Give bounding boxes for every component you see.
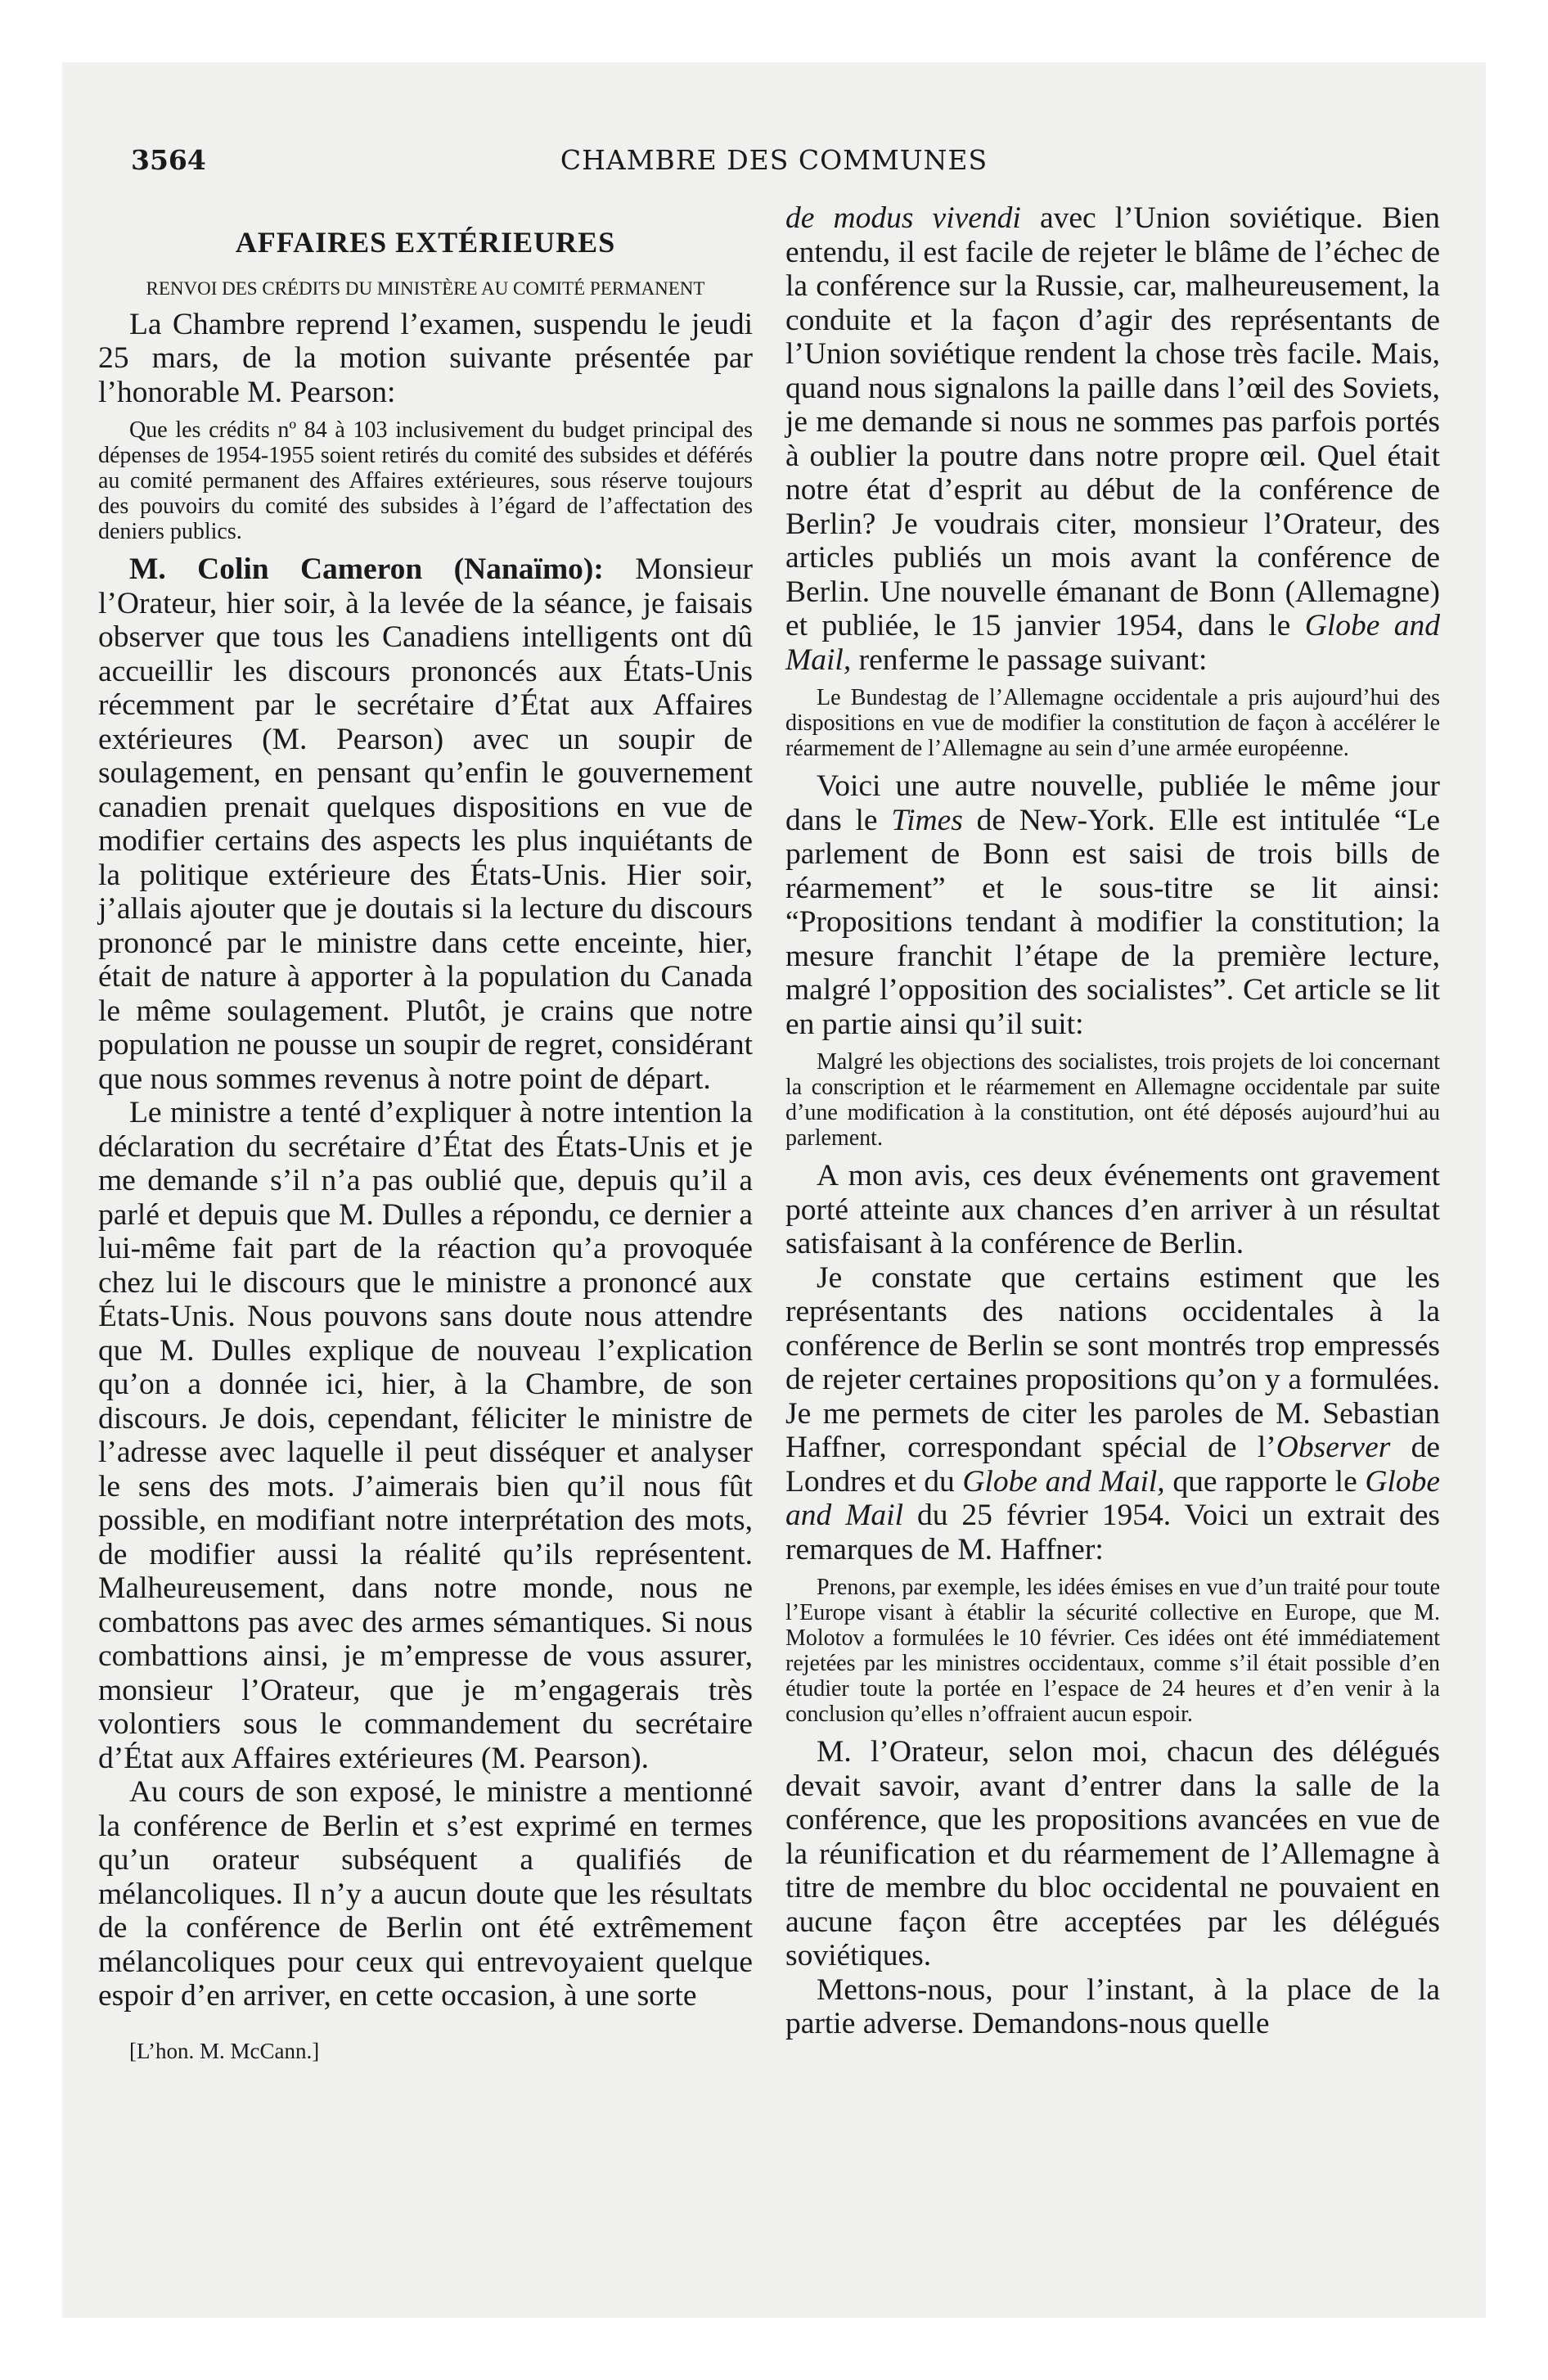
- paragraph: La Chambre reprend l’examen, suspendu le jeudi 25 mars, de la motion suivante présentée par l’honorable M. Pearson:: [98, 307, 753, 409]
- speaker-name: M. Colin Cameron (Nanaïmo):: [129, 552, 604, 586]
- paragraph: [785, 1261, 1440, 1567]
- text: Je constate que certains estiment que les représentants des nations occidentales à la conférence de Berlin se sont montrés trop empressés de rejeter certaines propositions qu’on y a formulées. Je me permets de citer les paroles de M. Sebastian Haffner, correspondant spécial de l’: [785, 1260, 1440, 1464]
- paragraph: [785, 201, 1440, 677]
- text: de Londres et du: [785, 1431, 1440, 1499]
- text: renferme le passage suivant:: [851, 642, 1208, 677]
- footer-note: [L’hon. M. McCann.]: [129, 2038, 320, 2063]
- text: avec l’Union soviétique. Bien entendu, il est facile de rejeter le blâme de l’échec de la conférence sur la Russie, car, malheureusement, la conduite et la façon d’agir des représentants de l’Union soviétique rendent la chose très facile. Mais, quand nous signalons la paille dans l’œil des Soviets, je me demande si nous ne sommes pas parfois portés à oublier la poutre dans notre propre œil. Quel était notre état d’esprit au début de la conférence de Berlin? Je voudrais citer, monsieur l’Orateur, des articles publiés un mois avant la conférence de Berlin. Une nouvelle émanant de Bonn (Allemagne) et publiée, le 15 janvier 1954, dans le: [785, 201, 1441, 642]
- text: Voici une autre nouvelle, publiée le même jour dans le: [785, 769, 1440, 837]
- left-column: [98, 201, 753, 2068]
- italic-text: Times: [891, 803, 963, 837]
- italic-text: Globe and Mail,: [962, 1464, 1165, 1499]
- speaker-paragraph: [98, 552, 753, 1096]
- paragraph: Mettons-nous, pour l’instant, à la place de la partie adverse. Demandons-nous quelle: [785, 1972, 1440, 2040]
- section-subheading: RENVOI DES CRÉDITS DU MINISTÈRE AU COMITÉ PERMANENT: [146, 277, 705, 299]
- quote: Prenons, par exemple, les idées émises en vue d’un traité pour toute l’Europe visant à établir la sécurité collective en Europe, que M. Molotov a formulées le 10 février. Ces idées ont été immédiatement rejetées par les ministres occidentaux, comme s’il était possible d’en étudier toute la portée en l’espace de 24 heures et d’en venir à la conclusion qu’elles n’offraient aucun espoir.: [785, 1575, 1440, 1727]
- paragraph: M. l’Orateur, selon moi, chacun des délégués devait savoir, avant d’entrer dans la salle de la conférence, que les propositions avancées en vue de la réunification et du réarmement de l’Allemagne à titre de membre du bloc occidental ne pouvaient en aucune façon être acceptées par les délégués soviétiques.: [785, 1735, 1440, 1972]
- text: que rapporte le: [1164, 1464, 1366, 1499]
- speech-text: Monsieur l’Orateur, hier soir, à la levée de la séance, je faisais observer que tous les Canadiens intelligents ont dû accueillir les discours prononcés aux États-Unis récemment par le secrétaire d’État aux Affaires extérieures (M. Pearson) avec un soupir de soulagement, en pensant qu’enfin le gouvernement canadien prenait quelques dispositions en vue de modifier certains des aspects les plus inquiétants de la politique extérieure des États-Unis. Hier soir, j’allais ajouter que je doutais si la lecture du discours prononcé par le ministre dans cette enceinte, hier, était de nature à apporter à la population du Canada le même soulagement. Plutôt, je crains que notre population ne pousse un soupir de regret, considérant que nous sommes revenus à notre point de départ.: [98, 552, 753, 1096]
- section-heading: AFFAIRES EXTÉRIEURES: [235, 226, 616, 259]
- text: de New-York. Elle est intitulée “Le parlement de Bonn est saisi de trois bills de réarmement” et le sous-titre se lit ainsi: “Propositions tendant à modifier la constitution; la mesure franchit l’étape de la première lecture, malgré l’opposition des socialistes”. Cet article se lit en partie ainsi qu’il suit:: [785, 803, 1440, 1041]
- paragraph: Le ministre a tenté d’expliquer à notre intention la déclaration du secrétaire d’État des États-Unis et je me demande s’il n’a pas oublié que, depuis qu’il a parlé et depuis que M. Dulles a répondu, ce dernier a lui-même fait part de la réaction qu’a provoquée chez lui le discours que le ministre a prononcé aux États-Unis. Nous pouvons sans doute nous attendre que M. Dulles explique de nouveau l’explication qu’on a donnée ici, hier, à la Chambre, de son discours. Je dois, cependant, féliciter le ministre de l’adresse avec laquelle il peut disséquer et analyser le sens des mots. J’aimerais bien qu’il nous fût possible, en modifiant notre interprétation des mots, de modifier aussi la réalité qu’ils représentent. Malheureusement, dans notre monde, nous ne combattons pas avec des armes sémantiques. Si nous combattions ainsi, je m’empresse de vous assurer, monsieur l’Orateur, que je m’engagerais très volontiers sous le commandement du secrétaire d’État aux Affaires extérieures (M. Pearson).: [98, 1096, 753, 1775]
- quote: Le Bundestag de l’Allemagne occidentale a pris aujourd’hui des dispositions en vue de modifier la constitution de façon à accélérer le réarmement de l’Allemagne au sein d’une armée européenne.: [785, 685, 1440, 761]
- page: [62, 62, 1486, 2318]
- italic-text: de modus vivendi: [785, 201, 1021, 235]
- quote: Malgré les objections des socialistes, trois projets de loi concernant la conscription et le réarmement en Allemagne occidentale par suite d’une modification à la constitution, ont été déposés aujourd’hui au parlement.: [785, 1049, 1440, 1151]
- right-column: [785, 201, 1440, 2041]
- italic-text: Globe and Mail,: [785, 609, 1440, 677]
- italic-text: Observer: [1276, 1431, 1391, 1464]
- paragraph: A mon avis, ces deux événements ont gravement porté atteinte aux chances d’en arriver à un résultat satisfaisant à la conférence de Berlin.: [785, 1159, 1440, 1260]
- motion-quote: Que les crédits nº 84 à 103 inclusivement du budget principal des dépenses de 1954-1955 soient retirés du comité des subsides et déférés au comité permanent des Affaires extérieures, sous réserve toujours des pouvoirs du comité des subsides à l’égard de l’affectation des deniers publics.: [98, 417, 753, 544]
- page-header: [62, 144, 1486, 185]
- text: du 25 février 1954. Voici un extrait des remarques de M. Haffner:: [785, 1499, 1440, 1566]
- page-number: 3564: [131, 144, 206, 176]
- paragraph: [785, 769, 1440, 1041]
- page-title: CHAMBRE DES COMMUNES: [560, 144, 988, 176]
- paragraph: Au cours de son exposé, le ministre a mentionné la conférence de Berlin et s’est exprimé en termes qu’un orateur subséquent a qualifiés de mélancoliques. Il n’y a aucun doute que les résultats de la conférence de Berlin ont été extrêmement mélancoliques pour ceux qui entrevoyaient quelque espoir d’en arriver, en cette occasion, à une sorte: [98, 1775, 753, 2013]
- italic-text: Globe and Mail: [785, 1464, 1440, 1532]
